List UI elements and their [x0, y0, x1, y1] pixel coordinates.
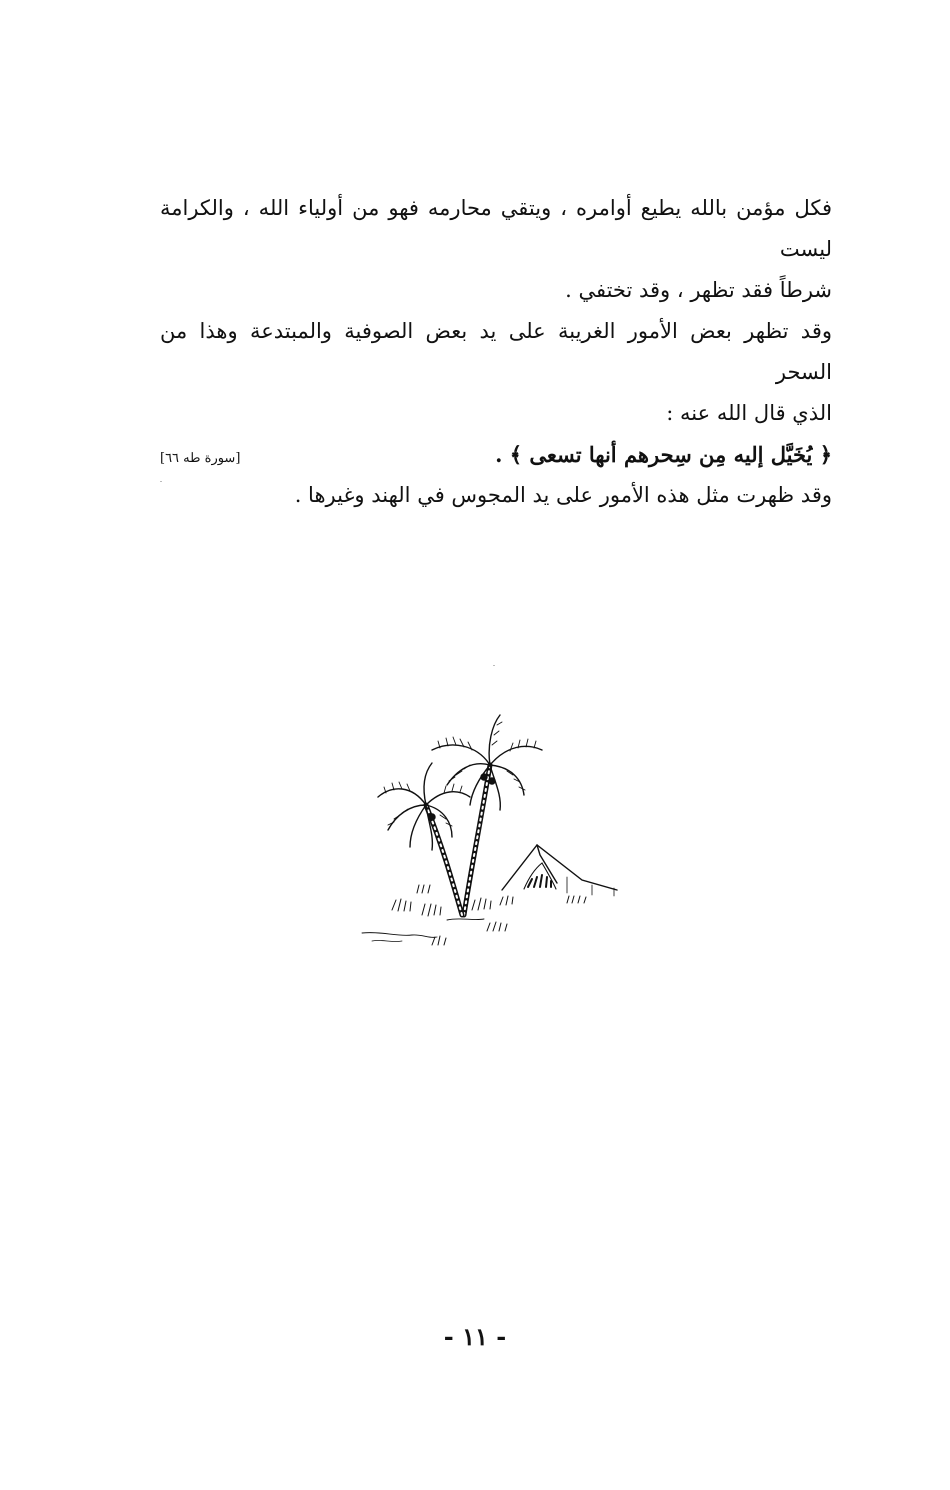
paragraph-2-line-1: وقد تظهر بعض الأمور الغريبة على يد بعض الصوفية والمبتدعة وهذا من السحر: [160, 319, 832, 384]
scan-speck: [493, 665, 495, 666]
scan-speck: [160, 481, 162, 482]
paragraph-2-line-2: الذي قال الله عنه :: [666, 401, 832, 425]
paragraph-3-line-1: وقد ظهرت مثل هذه الأمور على يد المجوس في الهند وغيرها .: [294, 483, 832, 507]
quran-verse: ﴿ يُخَيَّل إليه مِن سِحرهم أنها تسعى ﴾ .: [495, 442, 832, 467]
page-number: - ١١ -: [443, 1322, 507, 1351]
paragraph-1-line-1: فكل مؤمن بالله يطيع أوامره ، ويتقي محارمه فهو من أولياء الله ، والكرامة ليست: [160, 196, 832, 261]
verse-reference: [سورة طه ٦٦]: [160, 451, 241, 466]
paragraph-1-line-2: شرطاً فقد تظهر ، وقد تختفي .: [565, 278, 832, 302]
main-text: [160, 188, 832, 516]
palm-trees-and-tent-icon: [352, 705, 622, 955]
verse-line: [160, 434, 832, 475]
